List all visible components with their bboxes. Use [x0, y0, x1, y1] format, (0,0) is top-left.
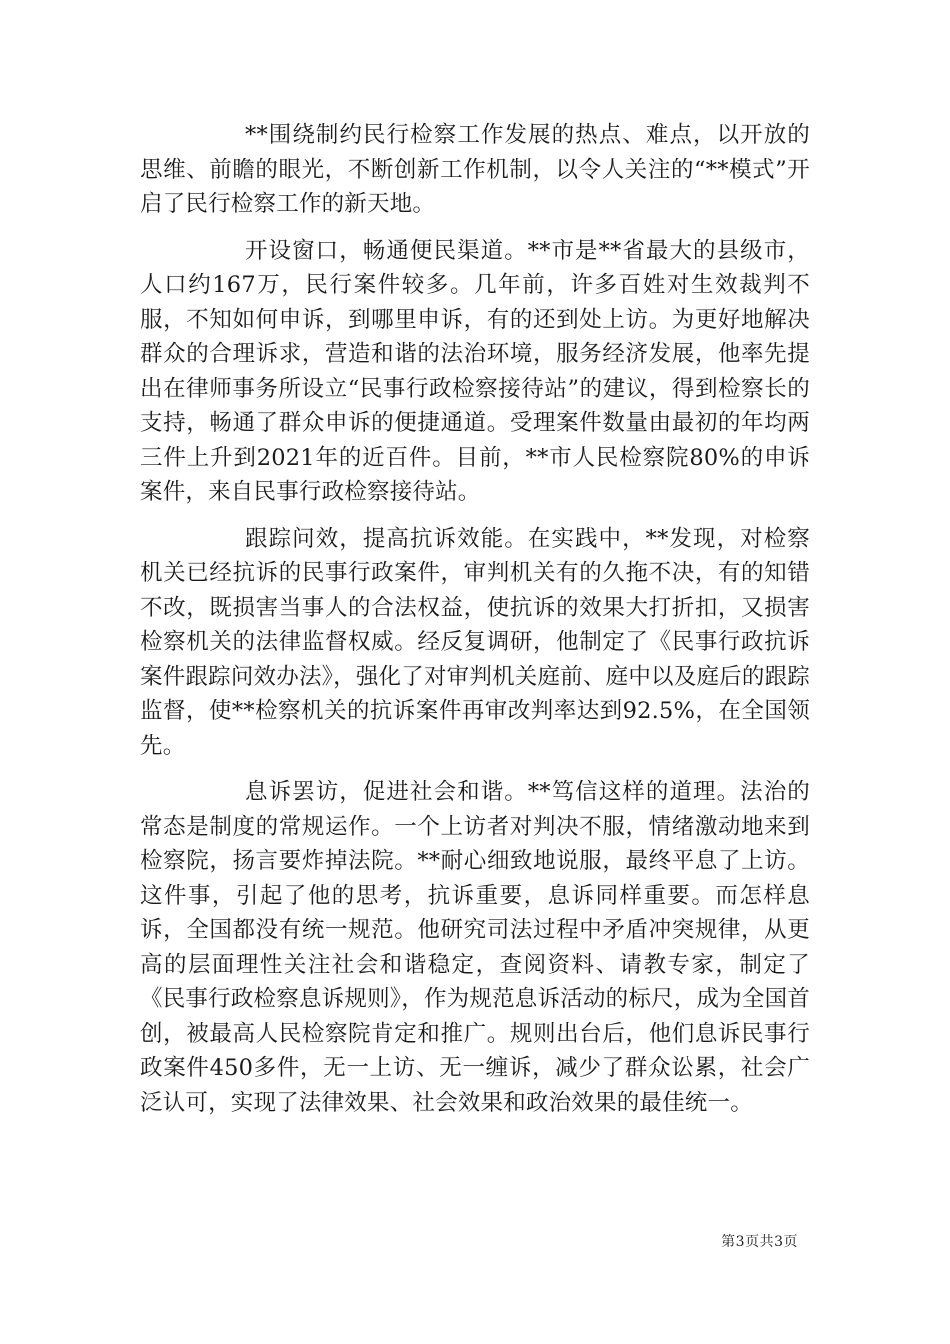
paragraph-intro: **围绕制约民行检察工作发展的热点、难点，以开放的思维、前瞻的眼光，不断创新工作机制，以令人关注的“**模式”开启了民行检察工作的新天地。 [140, 122, 810, 217]
page-number-footer: 第3页共3页 [721, 1234, 798, 1250]
paragraph-tracking: 跟踪问效，提高抗诉效能。在实践中，**发现，对检察机关已经抗诉的民事行政案件，审判机关有的久拖不决，有的知错不改，既损害当事人的合法权益，使抗诉的效果大打折扣，又损害检察机关的法律监督权威。经反复调研，他制定了《民事行政抗诉案件跟踪问效办法》，强化了对审判机关庭前、庭中以及庭后的跟踪监督，使**检察机关的抗诉案件再审改判率达到92.5%，在全国领先。 [140, 525, 810, 759]
paragraph-harmony: 息诉罢访，促进社会和谐。**笃信这样的道理。法治的常态是制度的常规运作。一个上访者对判决不服，情绪激动地来到检察院，扬言要炸掉法院。**耐心细致地说服，最终平息了上访。这件事，引起了他的思考，抗诉重要，息诉同样重要。而怎样息诉，全国都没有统一规范。他研究司法过程中矛盾冲突规律，从更高的层面理性关注社会和谐稳定，查阅资料、请教专家，制定了《民事行政检察息诉规则》，作为规范息诉活动的标尺，成为全国首创，被最高人民检察院肯定和推广。规则出台后，他们息诉民事行政案件450多件，无一上访、无一缠诉，减少了群众讼累，社会广泛认可，实现了法律效果、社会效果和政治效果的最佳统一。 [140, 779, 810, 1116]
document-body [140, 118, 810, 1120]
paragraph-window: 开设窗口，畅通便民渠道。**市是**省最大的县级市，人口约167万，民行案件较多。几年前，许多百姓对生效裁判不服，不知如何申诉，到哪里申诉，有的还到处上访。为更好地解决群众的合理诉求，营造和谐的法治环境，服务经济发展，他率先提出在律师事务所设立“民事行政检察接待站”的建议，得到检察长的支持，畅通了群众申诉的便捷通道。受理案件数量由最初的年均两三件上升到2021年的近百件。目前，**市人民检察院80%的申诉案件，来自民事行政检察接待站。 [140, 237, 810, 505]
